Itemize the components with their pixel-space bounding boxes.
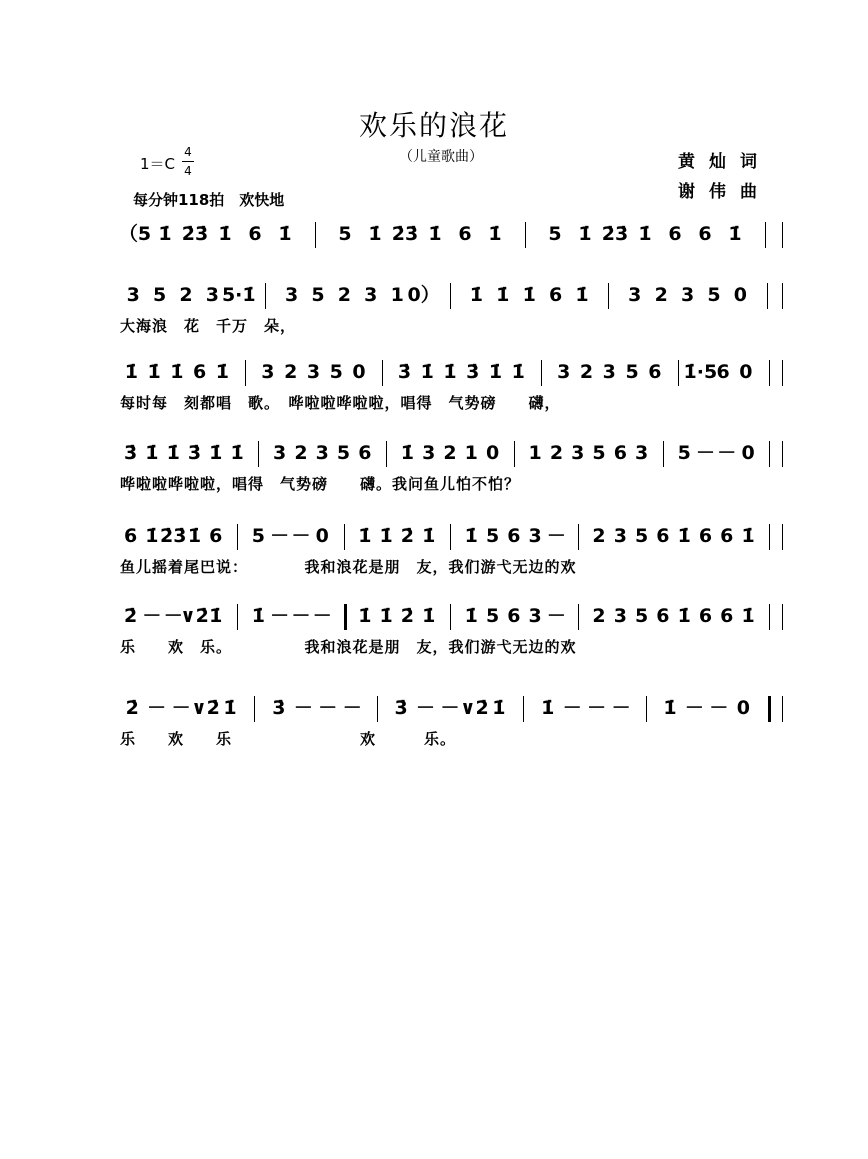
note: 1̇: [358, 605, 372, 627]
note: －: [291, 605, 311, 627]
note: 0: [352, 361, 366, 383]
note: 5: [329, 361, 343, 383]
note: 6: [124, 525, 138, 547]
note: 5: [311, 284, 325, 306]
note: 3: [273, 442, 287, 464]
note: 1̇: [541, 697, 555, 719]
note: －: [270, 605, 290, 627]
note: 3: [680, 284, 695, 306]
note: 3: [602, 361, 616, 383]
note: 1̇: [575, 284, 589, 306]
bar-line: [450, 604, 451, 630]
bar-line: [646, 696, 647, 722]
bar-line: [525, 222, 526, 248]
note: 2: [549, 442, 564, 464]
note: －: [717, 442, 737, 464]
note: －: [587, 697, 607, 719]
note: 2: [284, 361, 298, 383]
note: 1̇: [422, 605, 436, 627]
note: ∨2̇: [191, 697, 220, 719]
note: 6: [507, 525, 521, 547]
note: 0: [733, 284, 748, 306]
note: －: [562, 697, 582, 719]
score-row: [0, 524, 868, 547]
note: 1̇: [145, 525, 159, 547]
note: 1̇: [522, 284, 536, 306]
note: 3: [571, 442, 585, 464]
note: 6: [720, 525, 734, 547]
note: 2̇3̇: [159, 525, 187, 547]
bar-line: [782, 222, 783, 248]
note: －: [163, 605, 183, 627]
bar-line: [782, 696, 783, 722]
note: －: [546, 605, 566, 627]
note: 1̇: [464, 525, 478, 547]
note: 2: [654, 284, 668, 306]
bar-line: [315, 222, 316, 248]
score-row: [0, 283, 868, 306]
note: 3: [628, 284, 642, 306]
note: －: [416, 697, 436, 719]
note: 5·1̇: [221, 284, 256, 306]
note: 1̇: [278, 223, 292, 245]
note: 5: [336, 442, 351, 464]
note: 5: [152, 284, 167, 306]
bar-line: [769, 441, 770, 467]
note: 6: [668, 223, 682, 245]
note: 1̇: [496, 284, 510, 306]
note: 2̇: [124, 605, 138, 627]
lyric-line: 乐 欢 乐。 我和浪花是朋 友，我们游弋无边的欢: [120, 638, 577, 656]
bar-line: [782, 360, 783, 386]
note: 6: [698, 605, 713, 627]
note: 3: [528, 605, 542, 627]
note: 6: [656, 605, 670, 627]
note: 2: [579, 361, 594, 383]
note: 1̇: [230, 442, 244, 464]
bar-line: [245, 360, 246, 386]
bar-line: [254, 696, 255, 722]
bar-line: [258, 441, 259, 467]
bar-line: [344, 524, 345, 550]
note: 1̇: [379, 605, 393, 627]
note: 2̇3̇: [181, 223, 209, 245]
note: 5: [592, 442, 606, 464]
lyric-line: 鱼儿摇着尾巴说： 我和浪花是朋 友，我们游弋无边的欢: [120, 558, 577, 576]
note: 1̇: [469, 284, 484, 306]
note: 1̇: [488, 361, 503, 383]
note: －: [291, 525, 311, 547]
note: －: [147, 697, 167, 719]
note: （5: [118, 223, 152, 245]
note: 1̇: [158, 223, 172, 245]
note: 2̇3̇: [601, 223, 629, 245]
note: 6: [698, 223, 712, 245]
note: 1̇: [638, 223, 652, 245]
note: 1̇: [368, 223, 382, 245]
bar-line: [377, 696, 378, 722]
meter-bottom: 4: [184, 164, 192, 178]
note: －: [318, 697, 338, 719]
note: 1̇: [209, 605, 223, 627]
note: 1̇: [492, 697, 506, 719]
note: 2: [592, 605, 606, 627]
note: 2̇: [400, 605, 415, 627]
note: 6: [613, 442, 627, 464]
tempo-marking: 每分钟118拍 欢快地: [133, 191, 285, 209]
note: 3: [422, 442, 436, 464]
note: 5: [634, 605, 649, 627]
note: 3: [613, 525, 627, 547]
bar-line: [237, 524, 238, 550]
score-row: [0, 222, 868, 245]
score-row: [0, 441, 868, 464]
note: 6: [720, 605, 734, 627]
note: 1̇: [728, 223, 742, 245]
note: 5: [625, 361, 639, 383]
note: 2: [592, 525, 606, 547]
note: 2: [179, 284, 193, 306]
note: 3̇: [187, 442, 202, 464]
note: 0: [736, 697, 750, 719]
note: 3̇: [124, 442, 138, 464]
bar-line: [344, 604, 347, 630]
bar-line: [578, 524, 579, 550]
bar-line: [767, 283, 768, 309]
note: 3: [126, 284, 140, 306]
meter-top: 4: [184, 145, 192, 159]
song-title: 欢乐的浪花: [358, 109, 509, 142]
note: 3: [634, 442, 649, 464]
bar-line: [382, 360, 383, 386]
score-row: [0, 604, 868, 627]
note: 6: [193, 361, 207, 383]
note: 5: [707, 284, 721, 306]
bar-line: [663, 441, 664, 467]
bar-line: [765, 222, 766, 248]
score-row: [0, 360, 868, 383]
note: －: [342, 697, 362, 719]
note: －: [695, 442, 715, 464]
note: 1̇: [379, 525, 393, 547]
note: 6: [209, 525, 223, 547]
note: 0: [485, 442, 500, 464]
note: －: [171, 697, 191, 719]
bar-line: [523, 696, 524, 722]
note: 6: [358, 442, 372, 464]
note: 3̇: [397, 361, 412, 383]
note: 5: [485, 605, 500, 627]
note: 3̇: [466, 361, 480, 383]
lyricist-credit: 黄灿词: [678, 152, 771, 172]
note: 6: [548, 284, 563, 306]
bar-line: [265, 283, 266, 309]
bar-line: [541, 360, 542, 386]
note: 3̇: [272, 697, 286, 719]
note: 2̇: [400, 525, 415, 547]
note: 1̇: [147, 361, 161, 383]
bar-line: [450, 524, 451, 550]
note: －: [312, 605, 332, 627]
note: 6: [458, 223, 472, 245]
note: 6: [507, 605, 521, 627]
note: 3̇: [394, 697, 408, 719]
note: 5: [338, 223, 352, 245]
bar-line: [678, 360, 679, 386]
bar-line: [386, 441, 387, 467]
note: 3: [528, 525, 542, 547]
bar-line: [608, 283, 609, 309]
bar-line: [782, 524, 783, 550]
note: 1̇: [218, 223, 232, 245]
note: 6: [648, 361, 662, 383]
time-signature: [182, 145, 194, 178]
note: 1̇: [209, 442, 223, 464]
note: 6: [698, 525, 713, 547]
note: 2: [294, 442, 308, 464]
note: 6: [656, 525, 670, 547]
note: 3: [306, 361, 321, 383]
note: －: [142, 605, 162, 627]
note: 1̇: [511, 361, 525, 383]
note: 1̇·5: [683, 361, 718, 383]
note: 1̇: [400, 442, 415, 464]
lyric-line: 大海浪 花 千万 朵，: [120, 317, 297, 335]
note: ∨2̇: [180, 605, 209, 627]
note: 1̇: [428, 223, 442, 245]
note: 1̇: [663, 697, 677, 719]
bar-line: [769, 524, 770, 550]
note: 1̇: [464, 605, 478, 627]
note: 2: [443, 442, 457, 464]
note: 5: [251, 525, 265, 547]
note: 1̇: [358, 525, 372, 547]
note: 5: [677, 442, 691, 464]
note: －: [546, 525, 566, 547]
lyric-line: 乐 欢 乐 欢 乐。: [120, 730, 457, 748]
note: 5: [548, 223, 562, 245]
note: 6: [248, 223, 262, 245]
note: 1̇: [422, 525, 436, 547]
note: 1̇: [124, 361, 138, 383]
note: 2: [337, 284, 352, 306]
note: －: [611, 697, 631, 719]
note: 1̇: [187, 525, 202, 547]
note: －: [684, 697, 704, 719]
note: 1̇: [223, 697, 237, 719]
note: 2̇: [125, 697, 139, 719]
note: 6: [716, 361, 730, 383]
bar-line: [782, 604, 783, 630]
note: －: [270, 525, 290, 547]
bar-line: [578, 604, 579, 630]
key-signature: 1＝C: [140, 155, 176, 173]
note: 3: [284, 284, 299, 306]
note: －: [709, 697, 729, 719]
score-row: [0, 696, 868, 719]
note: ∨2̇: [460, 697, 489, 719]
note: 1̇: [677, 525, 691, 547]
note: 1̇: [170, 361, 184, 383]
note: －: [440, 697, 460, 719]
note: 5: [485, 525, 500, 547]
note: 1̇: [251, 605, 265, 627]
lyric-line: 每时每 刻都唱 歌。 哗啦啦哗啦啦，唱得 气势磅 礴，: [120, 394, 561, 412]
note: 1: [464, 442, 478, 464]
note: 3: [557, 361, 571, 383]
note: 1: [390, 284, 404, 306]
note: 1̇: [488, 223, 502, 245]
note: 0）: [407, 284, 440, 306]
bar-line: [769, 604, 770, 630]
note: 1̇: [166, 442, 180, 464]
note: 3: [261, 361, 275, 383]
note: 0: [741, 442, 755, 464]
bar-line: [769, 360, 770, 386]
bar-line: [782, 283, 783, 309]
bar-line: [514, 441, 515, 467]
note: 1̇: [578, 223, 592, 245]
note: 1̇: [741, 525, 755, 547]
note: 0: [315, 525, 329, 547]
note: －: [293, 697, 313, 719]
bar-line: [768, 696, 771, 722]
note: 3: [315, 442, 329, 464]
bar-line: [782, 441, 783, 467]
lyric-line: 哗啦啦哗啦啦，唱得 气势磅 礴。我问鱼儿怕不怕？: [120, 475, 521, 493]
composer-credit: 谢伟曲: [678, 182, 771, 202]
note: 3: [205, 284, 220, 306]
note: 1̇: [215, 361, 230, 383]
note: 3: [613, 605, 627, 627]
note: 1̇: [677, 605, 691, 627]
note: 1̇: [145, 442, 159, 464]
song-subtitle: （儿童歌曲）: [399, 149, 483, 165]
bar-line: [237, 604, 238, 630]
note: 3: [364, 284, 378, 306]
note: 5: [634, 525, 649, 547]
note: 1: [528, 442, 542, 464]
note: 1̇: [741, 605, 755, 627]
note: 1̇: [443, 361, 457, 383]
note: 2̇3̇: [391, 223, 419, 245]
bar-line: [450, 283, 451, 309]
note: 0: [739, 361, 753, 383]
note: 1̇: [420, 361, 434, 383]
